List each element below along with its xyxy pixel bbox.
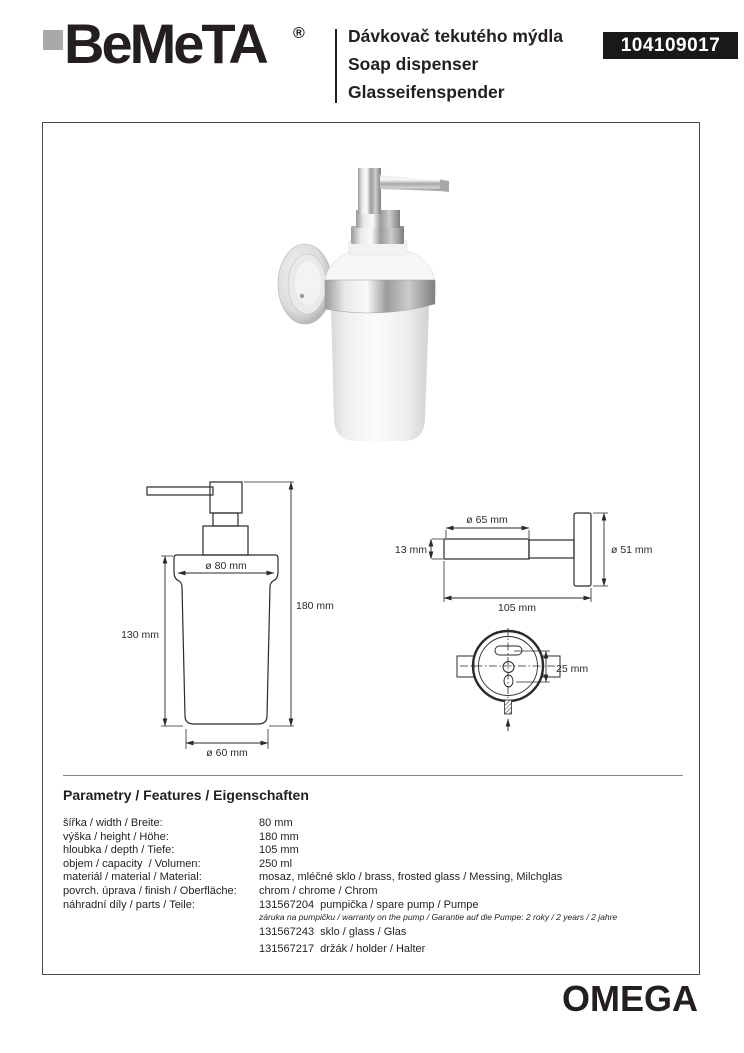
drawing-mount-oval — [504, 675, 513, 687]
parameters-title: Parametry / Features / Eigenschaften — [63, 787, 309, 803]
param-label: šířka / width / Breite: — [63, 817, 163, 829]
pump-spout-tip — [440, 180, 449, 193]
drawing-spout — [147, 487, 213, 495]
param-value: 250 ml — [259, 857, 293, 870]
header-divider — [335, 29, 337, 103]
drawing-holder-arm-inner — [529, 540, 574, 558]
holder-ring-photo — [325, 280, 435, 313]
dim-height-glass: 130 mm — [121, 629, 159, 641]
front-view-drawing — [147, 482, 278, 724]
product-photo — [278, 168, 449, 441]
spare-part-holder: 131567217 držák / holder / Halter — [259, 942, 426, 955]
param-value: 180 mm — [259, 830, 299, 843]
drawing-mount-slot — [495, 646, 522, 655]
param-value: mosaz, mléčné sklo / brass, frosted glass / Messing, Milchglas — [259, 871, 563, 884]
brand-logo: BeMeTA — [64, 12, 266, 75]
drawing-holder-arm — [444, 539, 529, 559]
parameters-table — [63, 817, 681, 956]
glass-container-photo — [331, 306, 429, 441]
product-title-en: Soap dispenser — [348, 54, 479, 74]
pump-cylinder-photo — [358, 168, 381, 214]
collection-name: OMEGA — [561, 978, 698, 1019]
dim-plate-diameter: ø 51 mm — [611, 544, 653, 556]
front-view-dimensions — [161, 482, 294, 749]
dim-hole-spacing: 25 mm — [556, 663, 589, 675]
spare-part-pump: 131567204 pumpička / spare pump / Pumpe — [259, 898, 479, 911]
dim-width-top: ø 80 mm — [205, 560, 247, 572]
spare-part-glass: 131567243 sklo / glass / Glas — [259, 925, 407, 938]
param-label: povrch. úprava / finish / Oberfläche: — [63, 884, 237, 897]
dim-total-depth: 105 mm — [498, 602, 536, 614]
param-value: 105 mm — [259, 844, 299, 857]
drawing-pump-head — [210, 482, 242, 513]
back-view-drawing — [457, 628, 560, 731]
side-view-dimensions — [431, 513, 608, 602]
param-label: výška / height / Höhe: — [63, 830, 169, 843]
param-label: náhradní díly / parts / Teile: — [63, 898, 195, 911]
product-titles — [348, 22, 563, 106]
parameters-section — [63, 787, 681, 956]
product-title-cs: Dávkovač tekutého mýdla — [348, 26, 563, 46]
mount-screw-dot — [300, 294, 304, 298]
parameters-divider — [63, 775, 683, 776]
pump-spout-photo — [380, 175, 442, 191]
product-code-badge: 104109017 — [603, 32, 738, 59]
pump-collar-lower — [351, 226, 404, 244]
param-label: materiál / material / Material: — [63, 871, 202, 884]
drawing-screw — [505, 700, 512, 714]
drawing-mount-hole — [503, 662, 514, 673]
drawing-glass-body — [174, 555, 278, 724]
product-title-de: Glasseifenspender — [348, 82, 505, 102]
param-value: 80 mm — [259, 817, 293, 829]
param-value-parts — [259, 899, 681, 957]
dim-width-bottom: ø 60 mm — [206, 747, 248, 759]
logo-square-icon — [43, 30, 63, 50]
content-frame — [42, 122, 700, 975]
drawing-wall-plate — [574, 513, 591, 586]
warranty-note: záruka na pumpičku / warranty on the pump / Garantie auf die Pumpe: 2 roky / 2 years / 2 jahre — [259, 912, 618, 923]
wall-mount-center — [295, 261, 321, 305]
dim-arm-length: ø 65 mm — [466, 514, 508, 526]
dim-arm-height: 13 mm — [394, 544, 427, 556]
param-label: hloubka / depth / Tiefe: — [63, 844, 175, 857]
registered-trademark-icon: ® — [293, 25, 305, 42]
dim-height-total: 180 mm — [296, 600, 334, 612]
param-label: objem / capacity / Volumen: — [63, 857, 201, 870]
drawing-pump-neck — [213, 513, 238, 526]
drawing-pump-collar — [203, 526, 248, 555]
param-value: chrom / chrome / Chrom — [259, 884, 378, 897]
